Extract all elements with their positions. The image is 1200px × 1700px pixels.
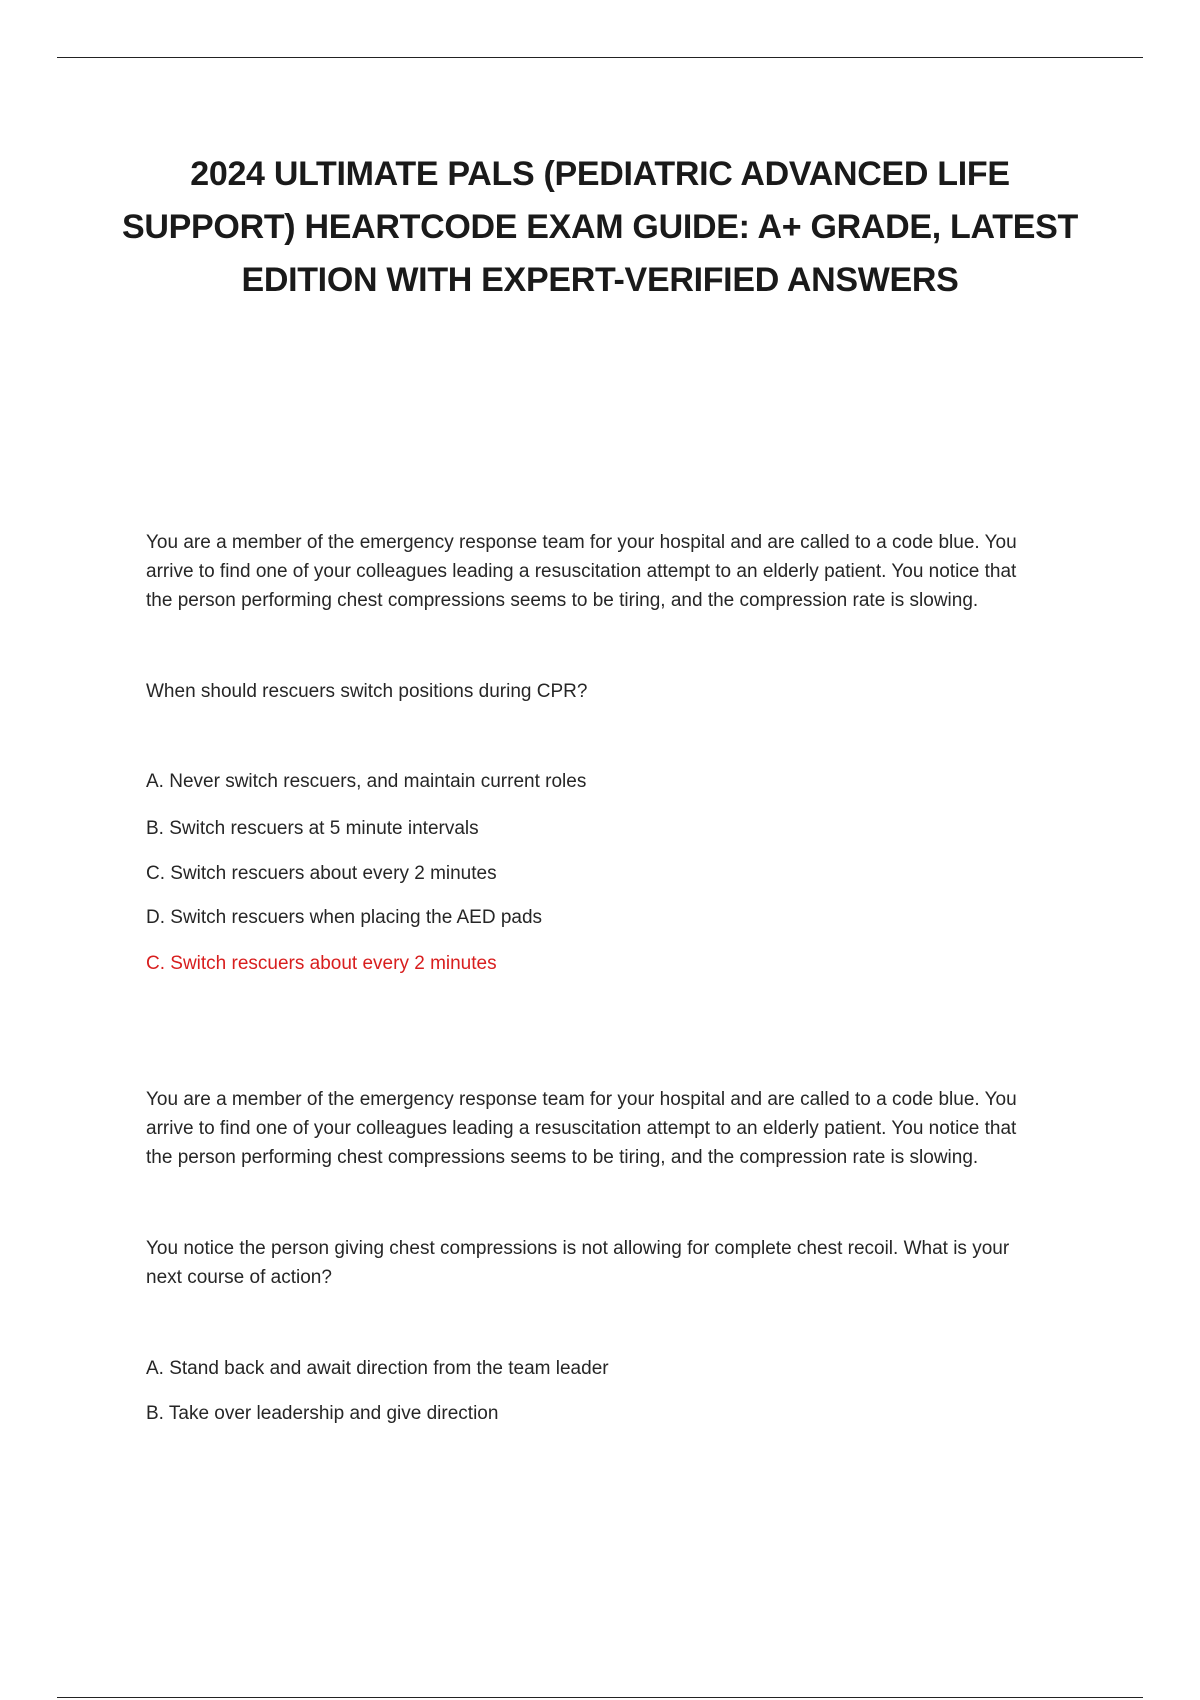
scenario-line: the person performing chest compressions seems to be tiring, and the compression rate is slowing.	[146, 1147, 979, 1168]
scenario-line: arrive to find one of your colleagues leading a resuscitation attempt to an elderly patient. You notice that	[146, 1118, 1017, 1139]
top-rule	[57, 57, 1143, 58]
question-1-option-b: B. Switch rescuers at 5 minute intervals	[146, 818, 479, 839]
question-1-scenario	[146, 528, 1106, 615]
prompt-line: next course of action?	[146, 1267, 332, 1288]
question-1-option-a: A. Never switch rescuers, and maintain current roles	[146, 771, 587, 792]
title-line: EDITION WITH EXPERT-VERIFIED ANSWERS	[241, 261, 959, 299]
question-2-option-b: B. Take over leadership and give direction	[146, 1403, 499, 1424]
question-1-answer: C. Switch rescuers about every 2 minutes	[146, 953, 497, 974]
question-2-option-a: A. Stand back and await direction from the team leader	[146, 1358, 609, 1379]
bottom-rule	[57, 1697, 1143, 1698]
question-2-prompt	[146, 1234, 1106, 1292]
scenario-line: You are a member of the emergency response team for your hospital and are called to a code blue. You	[146, 1089, 1017, 1110]
title-line: SUPPORT) HEARTCODE EXAM GUIDE: A+ GRADE, LATEST	[122, 208, 1078, 246]
prompt-line: You notice the person giving chest compressions is not allowing for complete chest recoil. What is your	[146, 1238, 1010, 1259]
scenario-line: arrive to find one of your colleagues leading a resuscitation attempt to an elderly patient. You notice that	[146, 561, 1017, 582]
question-1-option-d: D. Switch rescuers when placing the AED pads	[146, 907, 543, 928]
document-title	[120, 148, 1080, 307]
question-2-scenario	[146, 1085, 1106, 1172]
title-line: 2024 ULTIMATE PALS (PEDIATRIC ADVANCED LIFE	[190, 155, 1010, 193]
question-1-prompt	[146, 677, 1106, 706]
prompt-line: When should rescuers switch positions during CPR?	[146, 681, 588, 702]
scenario-line: the person performing chest compressions seems to be tiring, and the compression rate is slowing.	[146, 590, 979, 611]
scenario-line: You are a member of the emergency response team for your hospital and are called to a code blue. You	[146, 532, 1017, 553]
question-1-option-c: C. Switch rescuers about every 2 minutes	[146, 863, 497, 884]
